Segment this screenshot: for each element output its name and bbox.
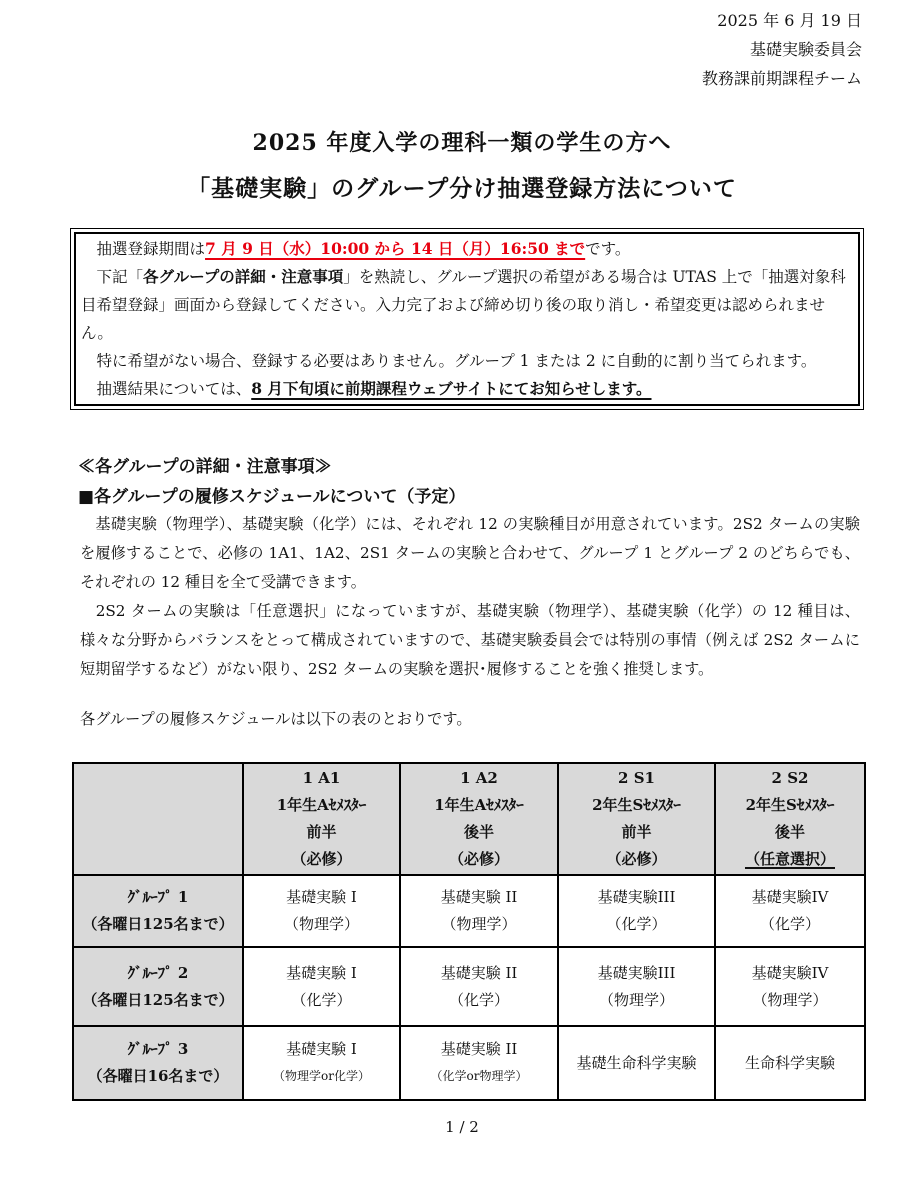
table-header-row (73, 763, 865, 875)
group3-1a2-cell: 基礎実験 II （化学or物理学） (400, 1026, 558, 1100)
column-header-2s1: 2 S1 2年生Sｾﾒｽﾀｰ 前半 （必修） (558, 763, 715, 875)
schedule-table (72, 762, 866, 1101)
table-row-group2 (73, 947, 865, 1026)
notice-no-preference (81, 347, 853, 375)
section-heading: ≪各グループの詳細・注意事項≫ (78, 457, 332, 477)
table-row-group3 (73, 1026, 865, 1100)
notice-box (70, 228, 864, 410)
column-header-2s2: 2 S2 2年生Sｾﾒｽﾀｰ 後半 （任意選択） (715, 763, 865, 875)
group1-2s1-cell: 基礎実験III （化学） (558, 875, 715, 947)
page-number: 1 / 2 (445, 1118, 479, 1136)
issuer-team: 教務課前期課程チーム (701, 69, 862, 88)
group2-label: ｸﾞﾙｰﾌﾟ 2 （各曜日125名まで） (73, 947, 243, 1026)
group1-2s2-cell: 基礎実験IV （化学） (715, 875, 865, 947)
column-header-1a1: 1 A1 1年生Aｾﾒｽﾀｰ 前半 （必修） (243, 763, 400, 875)
document-title-line2: 「基礎実験」のグループ分け抽選登録方法について (187, 175, 737, 202)
header-info (702, 6, 862, 93)
document-title-line1: 2025 年度入学の理科一類の学生の方へ (252, 130, 672, 156)
group3-label: ｸﾞﾙｰﾌﾟ 3 （各曜日16名まで） (73, 1026, 243, 1100)
notice-period-suffix: です。 (585, 240, 631, 258)
column-header-1a2: 1 A2 1年生Aｾﾒｽﾀｰ 後半 （必修） (400, 763, 558, 875)
issuer-committee: 基礎実験委員会 (749, 40, 862, 59)
group2-1a1-cell: 基礎実験 I （化学） (243, 947, 400, 1026)
paragraph-table-intro: 各グループの履修スケジュールは以下の表のとおりです。 (80, 710, 472, 728)
group3-1a1-cell: 基礎実験 I （物理学or化学） (243, 1026, 400, 1100)
notice-instructions-post: 」を熟読し、グループ選択の希望がある場合は UTAS 上で「抽選対象科目希望登録」画面から登録してください。入力完了および締め切り後の取り消し・希望変更は認められません。 (81, 268, 846, 342)
schedule-subheading: ■各グループの履修スケジュールについて（予定） (78, 487, 466, 507)
group1-1a1-cell: 基礎実験 I （物理学） (243, 875, 400, 947)
notice-results-emphasis: 8 月下旬頃に前期課程ウェブサイトにてお知らせします。 (251, 379, 652, 398)
notice-no-preference-text: 特に希望がない場合、登録する必要はありません。グループ 1 または 2 に自動的に割り当てられます。 (96, 352, 817, 370)
group2-2s1-cell: 基礎実験III （物理学） (558, 947, 715, 1026)
paragraph-recommendation: 2S2 タームの実験は「任意選択」になっていますが、基礎実験（物理学）、基礎実験（化学）の 12 種目は、様々な分野からバランスをとって構成されていますので、基礎実験委員会では特別の事情（例えば 2S2 タームに短期留学するなど）がない限り、2S2 タームの実験を選択･履修することを強く推奨します。 (80, 602, 860, 678)
notice-instructions (81, 263, 853, 347)
issue-date: 2025 年 6 月 19 日 (717, 11, 862, 30)
group2-1a2-cell: 基礎実験 II （化学） (400, 947, 558, 1026)
group2-2s2-cell: 基礎実験IV （物理学） (715, 947, 865, 1026)
group3-2s2-cell: 生命科学実験 (715, 1026, 865, 1100)
table-row-group1 (73, 875, 865, 947)
paragraph-experiments: 基礎実験（物理学）、基礎実験（化学）には、それぞれ 12 の実験種目が用意されています。2S2 タームの実験を履修することで、必修の 1A1、1A2、2S1 タームの実験と合わせて、グループ 1 とグループ 2 のどちらでも、それぞれの 12 種目を全て受講できます。 (80, 515, 860, 591)
group3-2s1-cell: 基礎生命科学実験 (558, 1026, 715, 1100)
table-corner-cell (73, 763, 243, 875)
notice-results-pre: 抽選結果については、 (96, 380, 252, 398)
registration-period: 7 月 9 日（水）10:00 から 14 日（月）16:50 まで (205, 239, 586, 258)
group1-1a2-cell: 基礎実験 II （物理学） (400, 875, 558, 947)
notice-instructions-emphasis: 各グループの詳細・注意事項 (143, 267, 344, 286)
notice-period (81, 235, 853, 263)
notice-results (81, 375, 853, 403)
notice-instructions-pre: 下記「 (96, 268, 144, 286)
notice-period-label: 抽選登録期間は (96, 240, 206, 258)
group1-label: ｸﾞﾙｰﾌﾟ 1 （各曜日125名まで） (73, 875, 243, 947)
